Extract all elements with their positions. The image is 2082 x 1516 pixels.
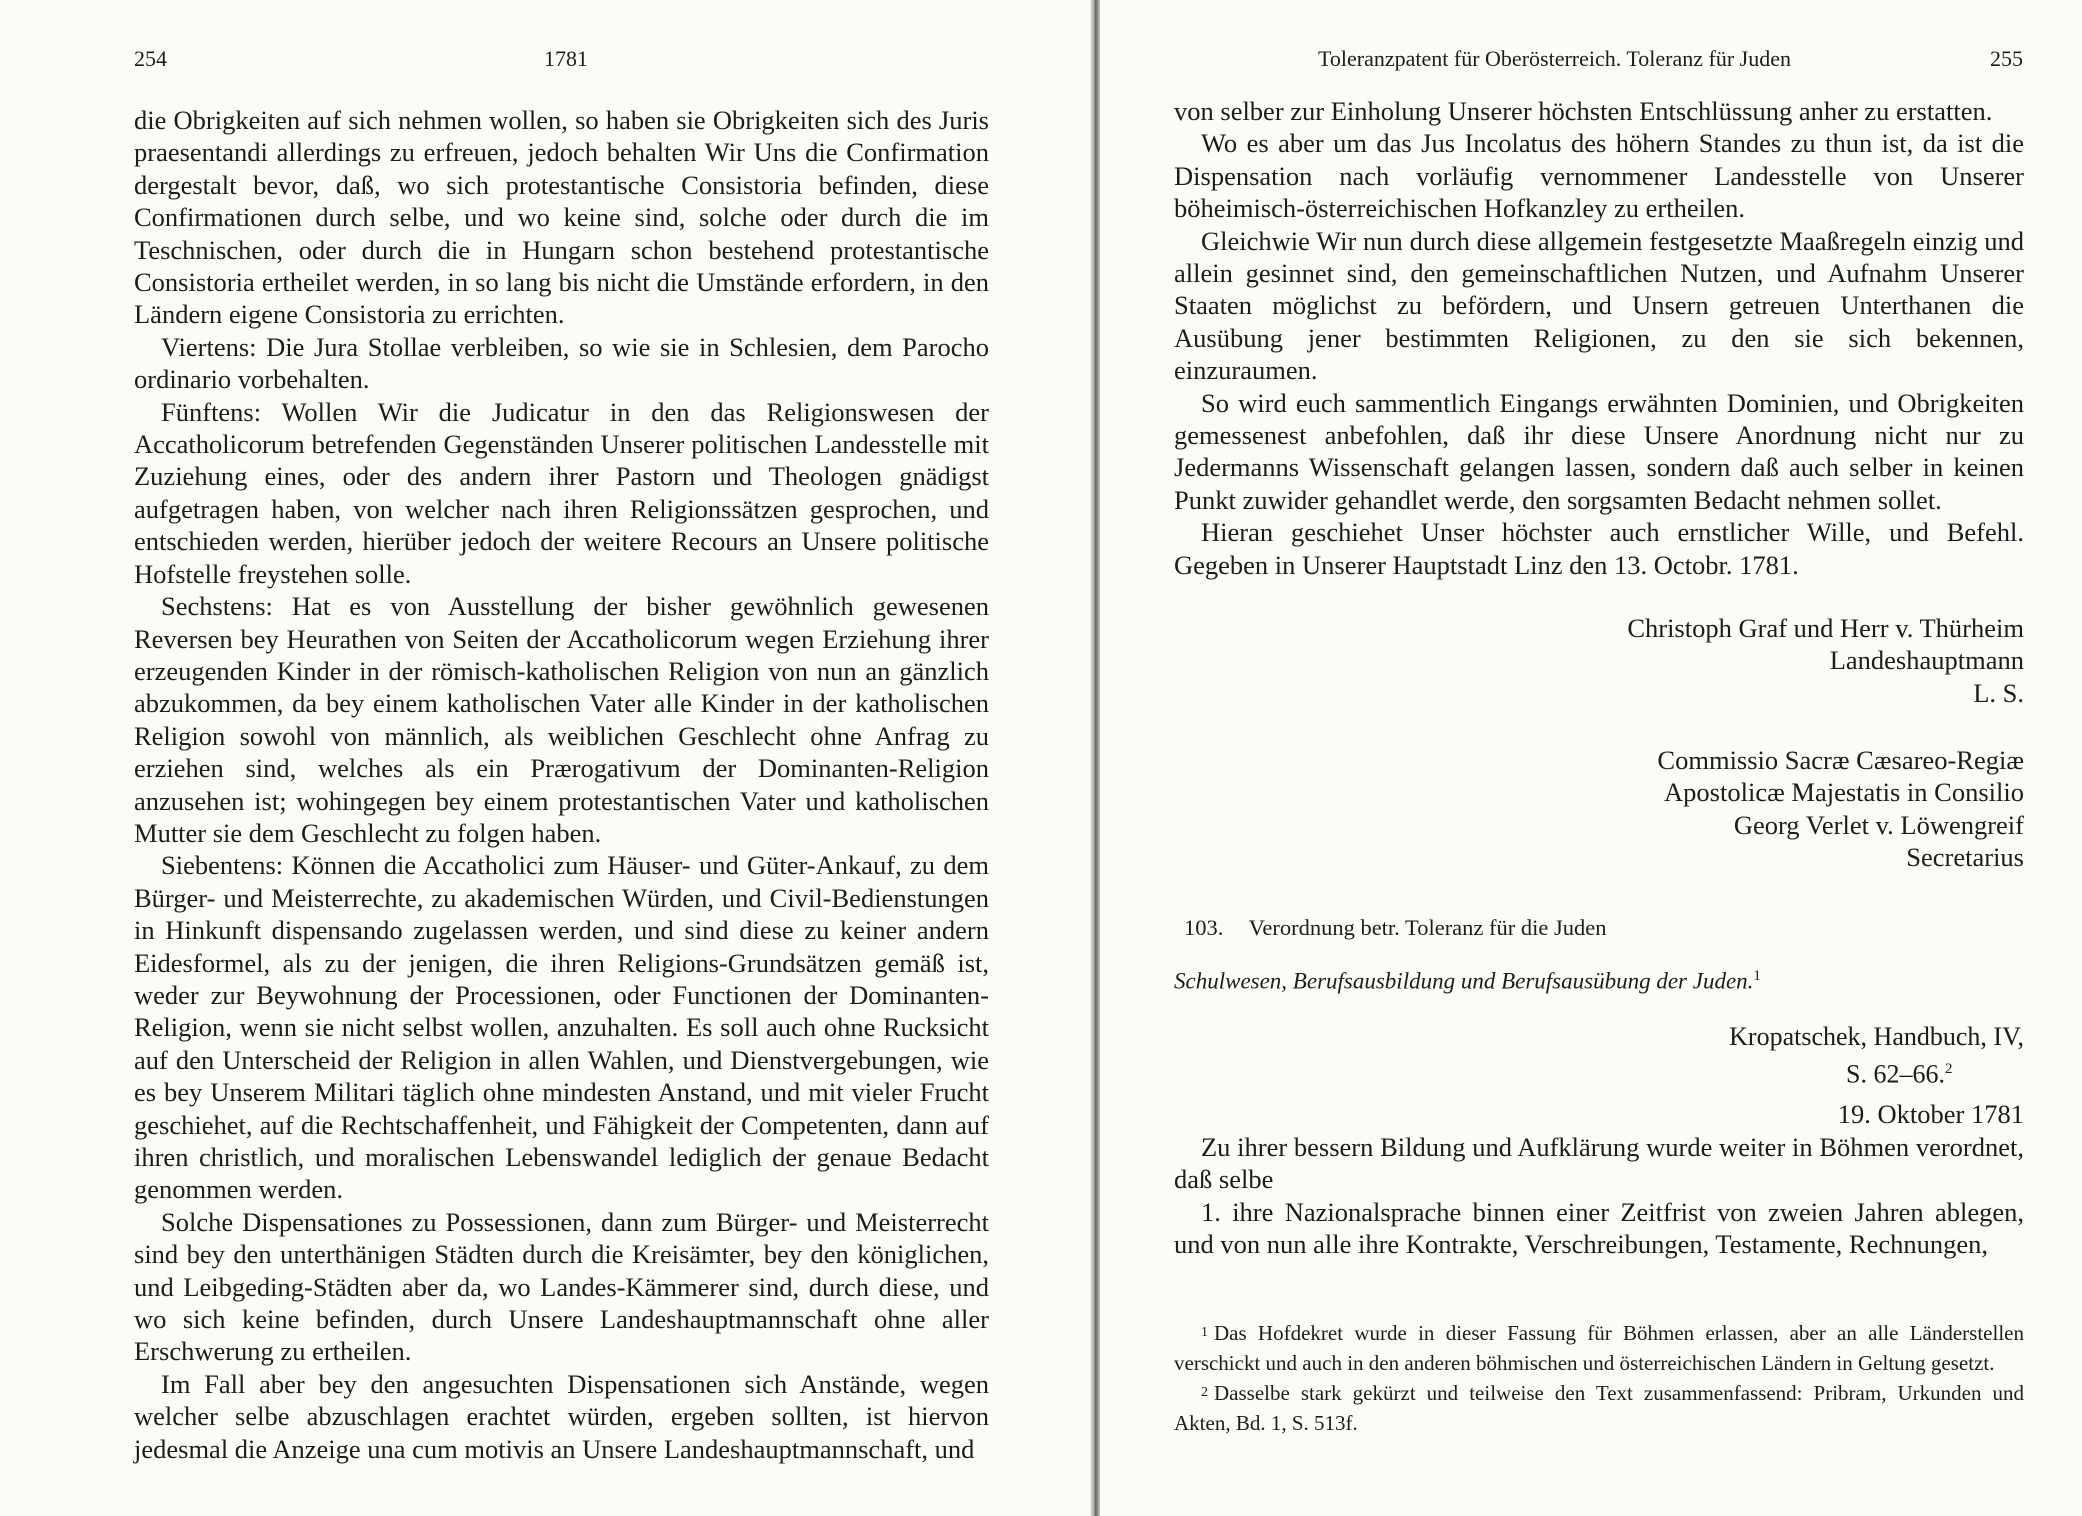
right-body-text — [1174, 95, 2024, 581]
entry-title: Verordnung betr. Toleranz für die Juden — [1248, 915, 1607, 940]
left-running-head: 1781 — [544, 46, 588, 71]
entry-subtitle-text: Schulwesen, Berufsausbildung und Berufsausübung der Juden. — [1174, 968, 1754, 994]
source-line: Kropatschek, Handbuch, IV, — [1729, 1022, 2024, 1051]
right-running-head: Toleranzpatent für Oberösterreich. Toleranz für Juden — [1318, 46, 1791, 71]
source-line-text: S. 62–66. — [1846, 1059, 1945, 1089]
footnote-reference: 1 — [1753, 968, 1761, 984]
footnote-mark: 2 — [1201, 1385, 1208, 1400]
signature-line: Apostolicæ Majestatis in Consilio — [1664, 777, 2024, 808]
right-paragraph: So wird euch sammentlich Eingangs erwähnten Dominien, und Obrigkeiten gemessenest anbefohlen, daß ihr diese Unsere Anordnung nicht nur zu Jedermanns Wissenschaft gelangen lassen, sondern daß auch selber in keinen Punkt zuwider gehandlet werde, den sorgsamten Bedacht nehmen sollet. — [1174, 387, 2024, 515]
signature-line: Commissio Sacræ Cæsareo-Regiæ — [1657, 745, 2024, 775]
signature-line: Landeshauptmann — [1829, 645, 2024, 676]
left-paragraph: Fünftens: Wollen Wir die Judicatur in den das Religionswesen der Accatholicorum betrefenden Gegenständen Unserer politischen Landesstelle mit Zuziehung eines, oder des andern ihrer Pastorn und Theologen gnädigst aufgetragen haben, von welcher nach ihren Religionssätzen gesprochen, und entschieden werden, hierüber jedoch der weitere Recours an Unsere politische Hofstelle freystehen solle. — [134, 396, 989, 589]
signature-line: Secretarius — [1906, 842, 2024, 873]
right-paragraph: Hieran geschiehet Unser höchster auch ernstlicher Wille, und Befehl. Gegeben in Unserer Hauptstadt Linz den 13. Octobr. 1781. — [1174, 517, 2024, 580]
entry-number: 103. — [1184, 915, 1224, 940]
left-paragraph: Viertens: Die Jura Stollae verbleiben, so wie sie in Schlesien, dem Parocho ordinario vorbehalten. — [134, 331, 989, 395]
entry-paragraph: Zu ihrer bessern Bildung und Aufklärung wurde weiter in Böhmen verordnet, daß selbe — [1174, 1132, 2024, 1195]
left-page-number: 254 — [134, 46, 167, 71]
left-paragraph: Im Fall aber bey den angesuchten Dispensationen sich Anstände, wegen welcher selbe abzuschlagen erachtet würden, ergeben sollten, ist hiervon jedesmal die Anzeige una cum motivis an Unsere Landeshauptmannschaft, und — [134, 1368, 989, 1464]
right-paragraph: Wo es aber um das Jus Incolatus des höhern Standes zu thun ist, da ist die Dispensation nach vorläufig vernommener Landesstelle von Unserer böheimisch-österreichischen Hofkanzley zu ertheilen. — [1174, 128, 2024, 224]
footnote-text: Dasselbe stark gekürzt und teilweise den Text zusammenfassend: Pribram, Urkunden und Akten, Bd. 1, S. 513f. — [1174, 1381, 2024, 1435]
right-paragraph: von selber zur Einholung Unserer höchsten Entschlüssung anher zu erstatten. — [1174, 96, 1993, 126]
footnote-reference: 2 — [1944, 1061, 1953, 1077]
footnote-text: Das Hofdekret wurde in dieser Fassung für Böhmen erlassen, aber an alle Länderstellen verschickt und auch in den anderen böhmischen und österreichischen Ländern in Geltung gesetzt. — [1174, 1321, 2024, 1375]
right-paragraph: Gleichwie Wir nun durch diese allgemein festgesetzte Maaßregeln einzig und allein gesinnet sind, den gemeinschaftlichen Nutzen, und Aufnahm Unserer Staaten möglichst zu befördern, und Unsern getreuen Unterthanen die Ausübung jener bestimmten Religionen, zu den sie sich bekennen, einzuraumen. — [1174, 225, 2024, 386]
left-paragraph: Sechstens: Hat es von Ausstellung der bisher gewöhnlich gewesenen Reversen bey Heurathen von Seiten der Accatholicorum wegen Erziehung ihrer erzeugenden Kinder in der römisch-katholischen Religion von nun an gänzlich abzukommen, da bey einem katholischen Vater alle Kinder in der katholischen Religion sowohl von männlich, als weiblichen Geschlecht ohne Anfrag zu erziehen sind, welches als ein Prærogativum der Dominanten-Religion anzusehen ist; wohingegen bey einem protestantischen Vater und katholischen Mutter sie dem Geschlecht zu folgen haben. — [134, 591, 989, 848]
entry-date: 19. Oktober 1781 — [1837, 1099, 2024, 1129]
signature-block-governor — [1174, 612, 2024, 709]
signature-line: Christoph Graf und Herr v. Thürheim — [1627, 613, 2024, 643]
left-paragraph: Solche Dispensationes zu Possessionen, dann zum Bürger- und Meisterrecht sind bey den unterthänigen Städten durch die Kreisämter, bey den königlichen, und Leibgeding-Städten aber da, wo Landes-Kämmerer sind, durch diese, und wo sich keine befinden, durch Unsere Landeshauptmannschaft ohne aller Erschwerung zu ertheilen. — [134, 1206, 989, 1367]
entry-body-text — [1174, 1131, 2024, 1261]
document-entry-heading — [1184, 915, 1607, 941]
signature-line: L. S. — [1973, 677, 2024, 708]
signature-block-commission — [1174, 744, 2024, 874]
footnotes — [1174, 1318, 2024, 1438]
left-paragraph: Siebentens: Können die Accatholici zum Häuser- und Güter-Ankauf, zu dem Bürger- und Meisterrechte, zu akademischen Würden, und Civil-Bedienstungen in Hinkunft dispensando zugelassen werden, und sind diese zu keiner andern Eidesformel, als zu der jenigen, die ihren Religions-Grundsätzen gemäß ist, weder zur Beywohnung der Processionen, oder Functionen der Dominanten-Religion, wenn sie nicht selbst wollen, anzuhalten. Es soll auch ohne Rucksicht auf den Unterscheid der Religion in allen Wahlen, und Dienstvergebungen, wie es bey Unserem Militari täglich ohne mindesten Anstand, und mit vieler Frucht geschiehet, auf die Rechtschaffenheit, und Fähigkeit der Competenten, dann auf ihren christlich, und moralischen Lebenswandel lediglich der genaue Bedacht genommen werden. — [134, 850, 989, 1205]
left-paragraph: die Obrigkeiten auf sich nehmen wollen, so haben sie Obrigkeiten sich des Juris praesentandi allerdings zu erfreuen, jedoch behalten Wir Uns die Confirmation dergestalt bevor, daß, wo sich protestantische Consistoria befinden, diese Confirmationen durch selbe, und wo keine sind, solche oder durch die im Teschnischen, oder durch die in Hungarn schon bestehend protestantische Consistoria ertheilet werden, in so lang bis nicht die Umstände erfordern, in den Ländern eigene Consistoria zu errichten. — [134, 105, 989, 330]
entry-paragraph: 1. ihre Nazionalsprache binnen einer Zeitfrist von zweien Jahren ablegen, und von nun alle ihre Kontrakte, Verschreibungen, Testamente, Rechnungen, — [1174, 1196, 2024, 1260]
footnote — [1174, 1378, 2024, 1438]
left-body-text — [134, 104, 989, 1465]
footnote-mark: 1 — [1201, 1325, 1208, 1340]
signature-line: Georg Verlet v. Löwengreif — [1733, 809, 2024, 840]
source-line — [1174, 1053, 2024, 1091]
source-citation — [1174, 1020, 2024, 1091]
right-page-number: 255 — [1990, 46, 2023, 71]
entry-subtitle — [1174, 968, 2024, 995]
book-gutter — [1090, 0, 1100, 1516]
footnote — [1174, 1318, 2024, 1378]
